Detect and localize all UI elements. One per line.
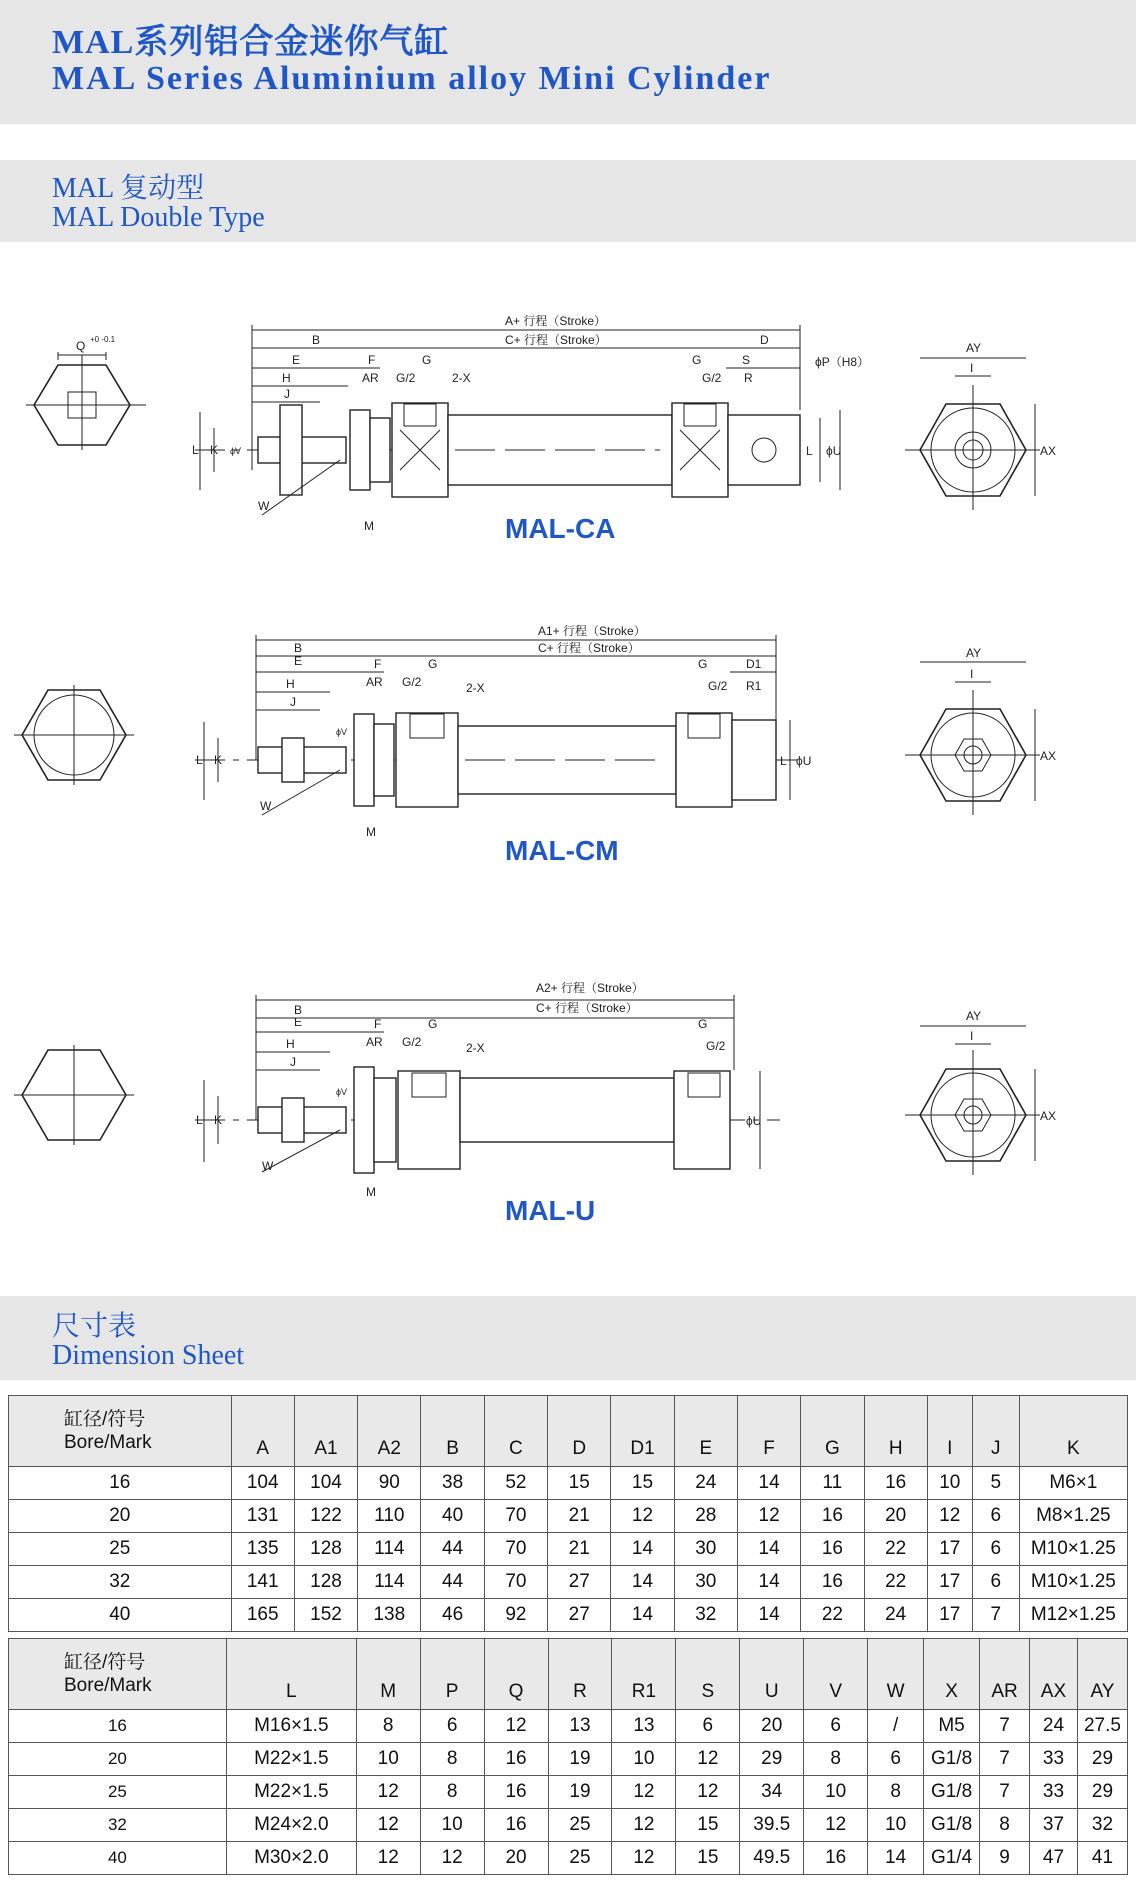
bore-cell: 32 [9,1566,232,1599]
value-cell: 20 [484,1842,548,1875]
value-cell: 12 [356,1842,420,1875]
dim-u: ϕU [746,1114,762,1128]
value-cell: 25 [548,1809,612,1842]
value-cell: / [868,1710,924,1743]
value-cell: 44 [421,1566,484,1599]
dim-e: E [294,654,303,668]
value-cell: 33 [1030,1743,1078,1776]
value-cell: 16 [801,1500,864,1533]
value-cell: 15 [676,1809,740,1842]
col-header: W [868,1639,924,1710]
dim-k: K [214,1113,223,1127]
bore-cell: 32 [9,1809,227,1842]
value-cell: 16 [804,1842,868,1875]
value-cell: 46 [421,1599,484,1632]
bore-cell: 40 [9,1842,227,1875]
col-header: R1 [612,1639,676,1710]
value-cell: 27 [548,1566,611,1599]
dim-d: D [760,333,769,347]
value-cell: 8 [420,1776,484,1809]
end-view-rear [905,341,1056,510]
value-cell: 44 [421,1533,484,1566]
value-cell: 16 [864,1467,927,1500]
value-cell: 12 [611,1500,674,1533]
dim-g2: G/2 [396,371,416,385]
side-view [195,624,811,866]
value-cell: 6 [972,1533,1019,1566]
dim-m: M [366,1185,376,1199]
section-header-type [0,160,1136,242]
drawing-mal-cm [0,610,1136,875]
value-cell: 33 [1030,1776,1078,1809]
col-header: H [864,1396,927,1467]
dim-g-rear: G [698,657,708,671]
table-row [9,1467,1128,1500]
dim-ay: AY [966,646,982,660]
dim-ar: AR [362,371,379,385]
value-cell: 39.5 [740,1809,804,1842]
dim-a2: A2+ 行程（Stroke） [536,981,644,995]
value-cell: 12 [676,1743,740,1776]
value-cell: 6 [676,1710,740,1743]
dim-j: J [290,1055,296,1069]
value-cell: 24 [864,1599,927,1632]
value-cell: 12 [484,1710,548,1743]
value-cell: M16×1.5 [226,1710,356,1743]
dim-l-rear: L [806,444,813,458]
dim-x: 2-X [452,371,471,385]
col-header: A [231,1396,294,1467]
value-cell: 47 [1030,1842,1078,1875]
col-header: A1 [294,1396,357,1467]
value-cell: 21 [548,1533,611,1566]
value-cell: 122 [294,1500,357,1533]
value-cell: 90 [358,1467,421,1500]
value-cell: 7 [980,1710,1030,1743]
bore-mark-header: 缸径/符号 Bore/Mark [9,1639,227,1710]
dim-a: A+ 行程（Stroke） [505,314,607,328]
value-cell: 20 [864,1500,927,1533]
value-cell: M6×1 [1019,1467,1127,1500]
value-cell: 27 [548,1599,611,1632]
col-header: D1 [611,1396,674,1467]
bore-cell: 25 [9,1776,227,1809]
value-cell: 20 [740,1710,804,1743]
col-header: Q [484,1639,548,1710]
value-cell: 7 [980,1743,1030,1776]
value-cell: 15 [548,1467,611,1500]
value-cell: 34 [740,1776,804,1809]
dim-e: E [292,353,301,367]
dim-i: I [970,667,974,681]
col-header: AY [1077,1639,1127,1710]
value-cell: 6 [868,1743,924,1776]
dim-w: W [262,1159,274,1173]
value-cell: 104 [231,1467,294,1500]
bore-mark-header: 缸径/符号 Bore/Mark [9,1396,232,1467]
value-cell: 19 [548,1776,612,1809]
bore-cell: 20 [9,1500,232,1533]
value-cell: 9 [980,1842,1030,1875]
dim-j: J [284,387,290,401]
value-cell: 52 [484,1467,547,1500]
dim-x: 2-X [466,1041,485,1055]
value-cell: 16 [484,1776,548,1809]
value-cell: 131 [231,1500,294,1533]
dim-g2-rear: G/2 [702,371,722,385]
dim-g2: G/2 [402,1035,422,1049]
side-view [195,981,780,1226]
value-cell: 128 [294,1533,357,1566]
dim-l: L [196,753,203,767]
dim-g-rear: G [698,1017,708,1031]
dim-b: B [294,1003,303,1017]
value-cell: 14 [868,1842,924,1875]
value-cell: 10 [804,1776,868,1809]
value-cell: 12 [737,1500,800,1533]
dim-l: L [192,443,199,457]
value-cell: 11 [801,1467,864,1500]
value-cell: 141 [231,1566,294,1599]
value-cell: 6 [972,1500,1019,1533]
value-cell: 10 [356,1743,420,1776]
value-cell: 12 [612,1842,676,1875]
value-cell: 17 [927,1566,972,1599]
value-cell: 10 [612,1743,676,1776]
value-cell: 29 [1077,1776,1127,1809]
value-cell: 8 [356,1710,420,1743]
value-cell: 12 [612,1776,676,1809]
col-header: S [676,1639,740,1710]
col-header: K [1019,1396,1127,1467]
dim-g-rear: G [692,353,702,367]
end-view-front [26,335,146,450]
dim-a1: A1+ 行程（Stroke） [538,624,646,638]
bore-cell: 16 [9,1710,227,1743]
value-cell: 8 [868,1776,924,1809]
col-header: AR [980,1639,1030,1710]
value-cell: 12 [356,1809,420,1842]
dim-b: B [312,333,321,347]
value-cell: 32 [674,1599,737,1632]
drawing-mal-u [0,970,1136,1240]
section-type-en: MAL Double Type [52,202,265,233]
model-label: MAL-CA [505,513,616,544]
dim-x: 2-X [466,681,485,695]
value-cell: 25 [548,1842,612,1875]
value-cell: 17 [927,1533,972,1566]
value-cell: 19 [548,1743,612,1776]
value-cell: 152 [294,1599,357,1632]
model-label: MAL-U [505,1195,596,1226]
value-cell: 14 [737,1467,800,1500]
dim-e: E [294,1015,303,1029]
value-cell: 14 [737,1533,800,1566]
table-header-row [9,1396,1128,1467]
dim-i: I [970,1029,974,1043]
dim-f: F [374,1017,382,1031]
table-row [9,1809,1128,1842]
dim-h: H [286,1037,295,1051]
dim-v: ϕV [336,1087,348,1097]
value-cell: M12×1.25 [1019,1599,1127,1632]
col-header: B [421,1396,484,1467]
table-row [9,1710,1128,1743]
value-cell: 6 [972,1566,1019,1599]
dim-c: C+ 行程（Stroke） [538,641,640,655]
value-cell: 10 [420,1809,484,1842]
bore-cell: 40 [9,1599,232,1632]
value-cell: 8 [804,1743,868,1776]
value-cell: 14 [611,1533,674,1566]
drawing-mal-ca [0,300,1136,560]
dim-ay: AY [966,1009,982,1023]
dim-p: ϕP（H8） [815,355,870,369]
value-cell: 12 [676,1776,740,1809]
dim-g: G [428,657,438,671]
col-header: C [484,1396,547,1467]
section-dim-cn: 尺寸表 [52,1311,137,1342]
value-cell: 70 [484,1533,547,1566]
end-view-front [14,685,134,785]
value-cell: 37 [1030,1809,1078,1842]
table-row [9,1500,1128,1533]
value-cell: 110 [358,1500,421,1533]
end-view-rear [905,646,1056,815]
dim-l: L [196,1113,203,1127]
col-header: X [924,1639,980,1710]
dim-m: M [366,825,376,839]
table-row [9,1533,1128,1566]
value-cell: 10 [868,1809,924,1842]
value-cell: 135 [231,1533,294,1566]
dim-g2-rear: G/2 [708,679,728,693]
dim-v: ϕV [336,727,348,737]
dim-s: S [742,353,751,367]
value-cell: 41 [1077,1842,1127,1875]
dim-h: H [286,677,295,691]
value-cell: 49.5 [740,1842,804,1875]
dim-i: I [970,361,974,375]
value-cell: 8 [980,1809,1030,1842]
section-header-dimension [0,1296,1136,1380]
col-header: F [737,1396,800,1467]
section-type-cn: MAL 复动型 [52,173,205,204]
value-cell: G1/8 [924,1809,980,1842]
dim-g2: G/2 [402,675,422,689]
value-cell: 114 [358,1566,421,1599]
dim-ax: AX [1040,749,1057,763]
dim-ay: AY [966,341,982,355]
value-cell: 14 [737,1566,800,1599]
value-cell: 7 [980,1776,1030,1809]
value-cell: M24×2.0 [226,1809,356,1842]
value-cell: 92 [484,1599,547,1632]
table-row [9,1776,1128,1809]
dim-v: ϕV [230,446,242,456]
value-cell: 22 [801,1599,864,1632]
value-cell: 14 [611,1599,674,1632]
value-cell: M22×1.5 [226,1776,356,1809]
col-header: G [801,1396,864,1467]
value-cell: 14 [611,1566,674,1599]
col-header: AX [1030,1639,1078,1710]
value-cell: 32 [1077,1809,1127,1842]
dim-w: W [258,499,270,513]
dim-ax: AX [1040,444,1057,458]
model-label: MAL-CM [505,835,619,866]
value-cell: M22×1.5 [226,1743,356,1776]
value-cell: 70 [484,1566,547,1599]
value-cell: 16 [801,1566,864,1599]
bore-cell: 25 [9,1533,232,1566]
dim-ax: AX [1040,1109,1057,1123]
value-cell: 7 [972,1599,1019,1632]
value-cell: 12 [420,1842,484,1875]
value-cell: 13 [548,1710,612,1743]
dim-ar: AR [366,675,383,689]
value-cell: 165 [231,1599,294,1632]
value-cell: 40 [421,1500,484,1533]
value-cell: 29 [740,1743,804,1776]
dim-m: M [364,519,374,533]
value-cell: 30 [674,1533,737,1566]
value-cell: 104 [294,1467,357,1500]
value-cell: 22 [864,1533,927,1566]
section-dim-en: Dimension Sheet [52,1340,245,1371]
dim-c: C+ 行程（Stroke） [536,1001,638,1015]
value-cell: 24 [674,1467,737,1500]
dim-j: J [290,695,296,709]
value-cell: 138 [358,1599,421,1632]
value-cell: 13 [612,1710,676,1743]
dim-r: R [744,371,753,385]
value-cell: 70 [484,1500,547,1533]
dim-q-tol: +0 -0.1 [90,335,116,344]
value-cell: 14 [737,1599,800,1632]
dim-g2-rear: G/2 [706,1039,726,1053]
dim-b: B [294,641,303,655]
col-header: M [356,1639,420,1710]
value-cell: 6 [420,1710,484,1743]
value-cell: 12 [612,1809,676,1842]
value-cell: 16 [801,1533,864,1566]
value-cell: 128 [294,1566,357,1599]
value-cell: 16 [484,1743,548,1776]
value-cell: 15 [611,1467,674,1500]
col-header: P [420,1639,484,1710]
value-cell: 22 [864,1566,927,1599]
dim-k: K [210,443,219,457]
dim-q: Q [76,339,86,353]
page-header [0,0,1136,124]
value-cell: M5 [924,1710,980,1743]
col-header: L [226,1639,356,1710]
table-row [9,1566,1128,1599]
value-cell: 38 [421,1467,484,1500]
col-header: U [740,1639,804,1710]
dimension-table-2 [8,1638,1128,1875]
dim-u: ϕU [796,754,812,768]
side-view [192,314,869,544]
table-row [9,1842,1128,1875]
col-header: I [927,1396,972,1467]
value-cell: 6 [804,1710,868,1743]
dim-k: K [214,753,223,767]
value-cell: M30×2.0 [226,1842,356,1875]
value-cell: M10×1.25 [1019,1566,1127,1599]
table-header-row [9,1639,1128,1710]
value-cell: 12 [356,1776,420,1809]
dim-g: G [422,353,432,367]
value-cell: M8×1.25 [1019,1500,1127,1533]
table-row [9,1599,1128,1632]
value-cell: 8 [420,1743,484,1776]
dim-r1: R1 [746,679,762,693]
value-cell: 30 [674,1566,737,1599]
title-cn: MAL系列铝合金迷你气缸 [52,24,450,61]
col-header: A2 [358,1396,421,1467]
value-cell: M10×1.25 [1019,1533,1127,1566]
bore-cell: 20 [9,1743,227,1776]
col-header: V [804,1639,868,1710]
dim-f: F [374,657,382,671]
value-cell: 15 [676,1842,740,1875]
value-cell: 28 [674,1500,737,1533]
end-view-front [14,1045,134,1145]
value-cell: 10 [927,1467,972,1500]
dim-h: H [282,371,291,385]
value-cell: 29 [1077,1743,1127,1776]
dim-g: G [428,1017,438,1031]
dim-f: F [368,353,376,367]
end-view-rear [905,1009,1056,1175]
col-header: R [548,1639,612,1710]
table-row [9,1743,1128,1776]
dim-c: C+ 行程（Stroke） [505,333,607,347]
value-cell: 114 [358,1533,421,1566]
value-cell: G1/8 [924,1776,980,1809]
dim-d1: D1 [746,657,762,671]
value-cell: 27.5 [1077,1710,1127,1743]
dim-l-rear: L [780,754,787,768]
value-cell: 12 [927,1500,972,1533]
dim-w: W [260,799,272,813]
value-cell: 16 [484,1809,548,1842]
value-cell: 17 [927,1599,972,1632]
col-header: E [674,1396,737,1467]
value-cell: G1/4 [924,1842,980,1875]
value-cell: 24 [1030,1710,1078,1743]
value-cell: 21 [548,1500,611,1533]
col-header: J [972,1396,1019,1467]
col-header: D [548,1396,611,1467]
title-en: MAL Series Aluminium alloy Mini Cylinder [52,60,772,97]
dim-ar: AR [366,1035,383,1049]
value-cell: 12 [804,1809,868,1842]
value-cell: G1/8 [924,1743,980,1776]
value-cell: 5 [972,1467,1019,1500]
dim-u: ϕU [826,444,842,458]
bore-cell: 16 [9,1467,232,1500]
dimension-table-1 [8,1395,1128,1632]
